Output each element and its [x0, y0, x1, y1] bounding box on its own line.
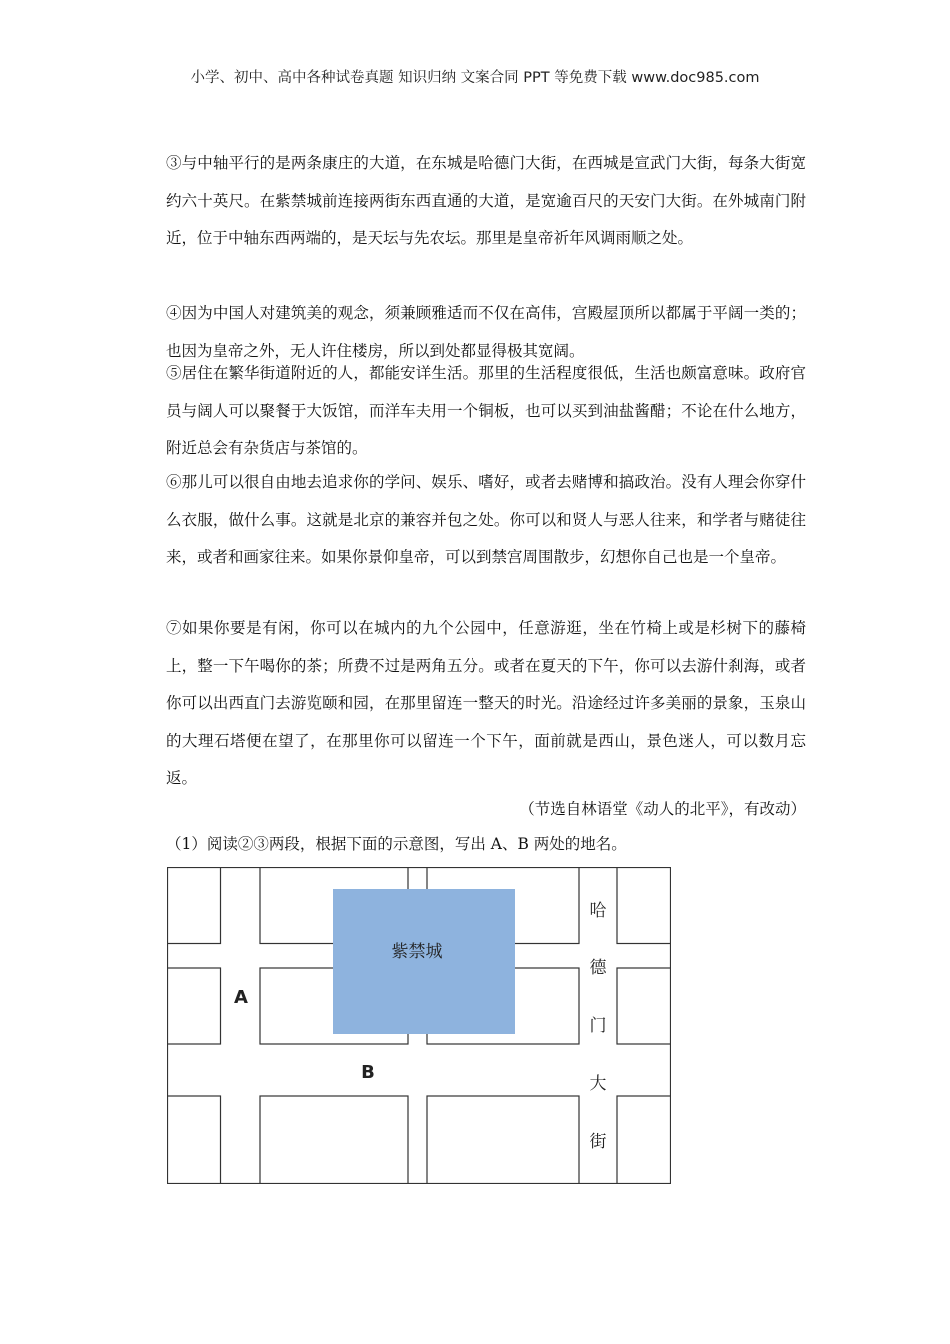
paragraph-3: ③与中轴平行的是两条康庄的大道，在东城是哈德门大街，在西城是宣武门大街，每条大街宽约六十英尺。在紫禁城前连接两街东西直通的大道，是宽逾百尺的天安门大街。在外城南门附近，位于中轴东西两端的，是天坛与先农坛。那里是皇帝祈年风调雨顺之处。: [166, 154, 806, 247]
city-block: [260, 1096, 408, 1184]
paragraph-5: ⑤居住在繁华街道附近的人，都能安详生活。那里的生活程度很低，生活也颇富意味。政府官员与阔人可以聚餐于大饭馆，而洋车夫用一个铜板，也可以买到油盐酱醋；不论在什么地方，附近总会有杂货店与茶馆的。: [166, 364, 806, 457]
forbidden-city-label: 紫禁城: [391, 942, 443, 962]
city-block: [617, 868, 671, 944]
city-map-diagram: [167, 867, 671, 1184]
paragraph-6: ⑥那儿可以很自由地去追求你的学问、娱乐、嗜好，或者去赌博和搞政治。没有人理会你穿什么衣服，做什么事。这就是北京的兼容并包之处。你可以和贤人与恶人往来，和学者与赌徒往来，或者和画家往来。如果你景仰皇帝，可以到禁宫周围散步，幻想你自己也是一个皇帝。: [166, 473, 806, 566]
question-1: （1）阅读②③两段，根据下面的示意图，写出 A、B 两处的地名。: [166, 835, 627, 853]
street-char: 德: [589, 958, 607, 978]
map-svg: [167, 867, 671, 1184]
city-block: [427, 1096, 579, 1184]
article-source: （节选自林语堂《动人的北平》，有改动）: [519, 800, 806, 818]
street-char: 街: [589, 1132, 607, 1152]
paragraph-4: ④因为中国人对建筑美的观念，须兼顾雅适而不仅在高伟，宫殿屋顶所以都属于平阔一类的；也因为皇帝之外，无人许住楼房，所以到处都显得极其宽阔。: [166, 304, 806, 360]
city-block: [168, 868, 221, 944]
city-block: [168, 968, 221, 1044]
page-header: 小学、初中、高中各种试卷真题 知识归纳 文案合同 PPT 等免费下载 www.doc985.com: [190, 70, 760, 86]
street-char: 大: [589, 1074, 607, 1094]
label-a: A: [234, 987, 248, 1008]
street-char: 门: [589, 1016, 607, 1036]
label-b: B: [361, 1062, 375, 1083]
city-block: [168, 1096, 221, 1184]
city-block: [617, 1096, 671, 1184]
street-char: 哈: [589, 901, 607, 921]
paragraph-7: ⑦如果你要是有闲，你可以在城内的九个公园中，任意游逛，坐在竹椅上或是杉树下的藤椅上，整一下午喝你的茶；所费不过是两角五分。或者在夏天的下午，你可以去游什刹海，或者你可以出西直门去游览颐和园，在那里留连一整天的时光。沿途经过许多美丽的景象，玉泉山的大理石塔便在望了，在那里你可以留连一个下午，面前就是西山，景色迷人，可以数月忘返。: [166, 619, 806, 787]
city-block: [617, 968, 671, 1044]
